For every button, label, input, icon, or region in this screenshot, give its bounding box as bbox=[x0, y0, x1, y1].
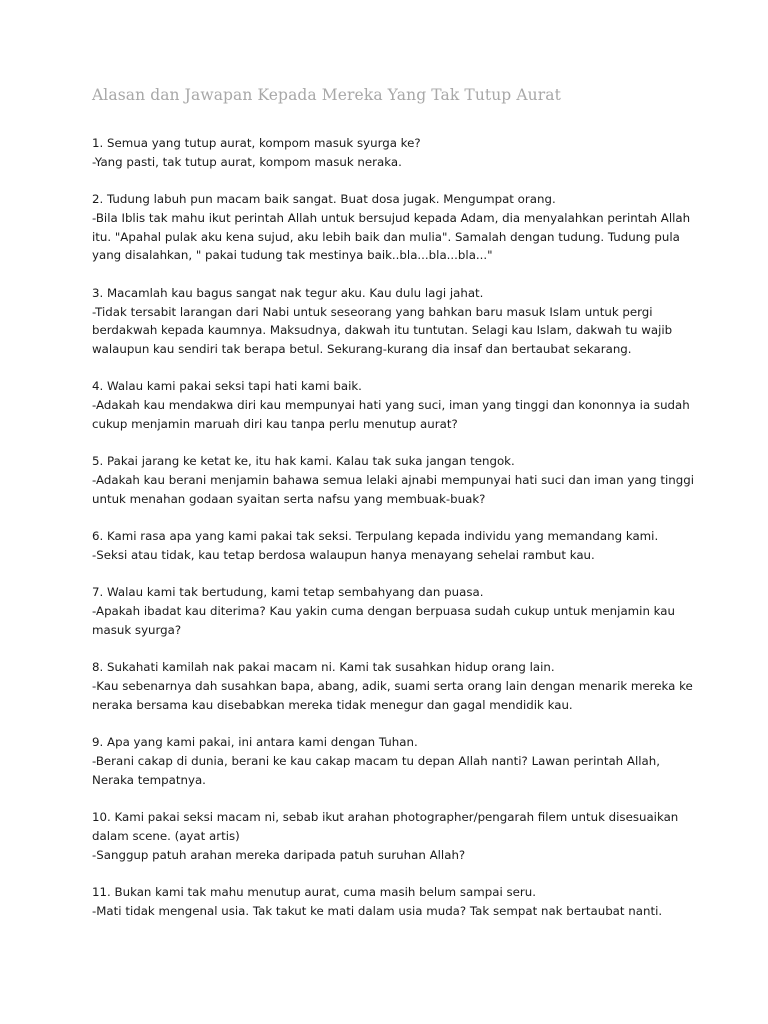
qa-answer-line: -Berani cakap di dunia, berani ke kau cakap macam tu depan Allah nanti? Lawan perintah Allah, bbox=[92, 753, 660, 768]
qa-answer-line: -Adakah kau berani menjamin bahawa semua lelaki ajnabi mempunyai hati suci dan iman yang tinggi bbox=[92, 473, 694, 488]
qa-item bbox=[92, 452, 692, 508]
qa-question-line: 4. Walau kami pakai seksi tapi hati kami baik. bbox=[92, 379, 362, 394]
qa-list bbox=[92, 134, 692, 939]
qa-answer-line: masuk syurga? bbox=[92, 622, 182, 637]
qa-answer-line: untuk menahan godaan syaitan serta nafsu yang membuak-buak? bbox=[92, 491, 486, 506]
qa-question-line: 1. Semua yang tutup aurat, kompom masuk syurga ke? bbox=[92, 136, 421, 150]
qa-answer-line: walaupun kau sendiri tak berapa betul. Sekurang-kurang dia insaf dan bertaubat sekarang. bbox=[92, 342, 632, 357]
qa-item bbox=[92, 134, 692, 172]
qa-item bbox=[92, 190, 692, 265]
qa-question-line: 2. Tudung labuh pun macam baik sangat. Buat dosa jugak. Mengumpat orang. bbox=[92, 192, 556, 207]
qa-question-line: 8. Sukahati kamilah nak pakai macam ni. Kami tak susahkan hidup orang lain. bbox=[92, 660, 555, 675]
qa-answer-line: -Mati tidak mengenal usia. Tak takut ke mati dalam usia muda? Tak sempat nak bertaubat nanti. bbox=[92, 903, 663, 918]
qa-answer-line: neraka bersama kau disebabkan mereka tidak menegur dan gagal mendidik kau. bbox=[92, 697, 573, 712]
document-title: Alasan dan Jawapan Kepada Mereka Yang Tak Tutup Aurat bbox=[92, 86, 561, 104]
qa-answer-line: -Tidak tersabit larangan dari Nabi untuk seseorang yang bahkan baru masuk Islam untuk pergi bbox=[92, 304, 653, 319]
qa-question-line: 5. Pakai jarang ke ketat ke, itu hak kami. Kalau tak suka jangan tengok. bbox=[92, 454, 515, 469]
qa-answer-line: -Sanggup patuh arahan mereka daripada patuh suruhan Allah? bbox=[92, 847, 466, 862]
qa-answer-line: -Adakah kau mendakwa diri kau mempunyai hati yang suci, iman yang tinggi dan kononnya ia sudah bbox=[92, 398, 690, 413]
qa-item bbox=[92, 883, 692, 921]
qa-question-line: 6. Kami rasa apa yang kami pakai tak seksi. Terpulang kepada individu yang memandang kami. bbox=[92, 529, 659, 544]
qa-question-line: 7. Walau kami tak bertudung, kami tetap sembahyang dan puasa. bbox=[92, 585, 484, 600]
qa-answer-line: yang disalahkan, " pakai tudung tak mestinya baik..bla...bla...bla..." bbox=[92, 248, 493, 263]
qa-answer-line: Neraka tempatnya. bbox=[92, 772, 206, 787]
qa-answer-line: -Seksi atau tidak, kau tetap berdosa walaupun hanya menayang sehelai rambut kau. bbox=[92, 548, 595, 563]
qa-answer-line: berdakwah kepada kaumnya. Maksudnya, dakwah itu tuntutan. Selagi kau Islam, dakwah tu wajib bbox=[92, 323, 673, 338]
qa-item bbox=[92, 527, 692, 565]
qa-item bbox=[92, 284, 692, 359]
qa-answer-line: cukup menjamin maruah diri kau tanpa perlu menutup aurat? bbox=[92, 417, 458, 432]
qa-answer-line: dalam scene. (ayat artis) bbox=[92, 828, 240, 843]
qa-answer-line: itu. "Apahal pulak aku kena sujud, aku lebih baik dan mulia". Samalah dengan tudung. Tudung pula bbox=[92, 229, 680, 244]
qa-answer-line: -Yang pasti, tak tutup aurat, kompom masuk neraka. bbox=[92, 154, 402, 169]
qa-question-line: 10. Kami pakai seksi macam ni, sebab ikut arahan photographer/pengarah filem untuk disesuaikan bbox=[92, 810, 679, 825]
qa-item bbox=[92, 583, 692, 639]
qa-question-line: 9. Apa yang kami pakai, ini antara kami dengan Tuhan. bbox=[92, 735, 418, 750]
qa-item bbox=[92, 733, 692, 789]
qa-item bbox=[92, 658, 692, 714]
qa-answer-line: -Bila Iblis tak mahu ikut perintah Allah untuk bersujud kepada Adam, dia menyalahkan perintah Allah bbox=[92, 210, 691, 225]
qa-answer-line: -Apakah ibadat kau diterima? Kau yakin cuma dengan berpuasa sudah cukup untuk menjamin kau bbox=[92, 604, 675, 619]
qa-question-line: 3. Macamlah kau bagus sangat nak tegur aku. Kau dulu lagi jahat. bbox=[92, 285, 484, 300]
qa-answer-line: -Kau sebenarnya dah susahkan bapa, abang, adik, suami serta orang lain dengan menarik mereka ke bbox=[92, 679, 693, 694]
qa-item bbox=[92, 377, 692, 433]
qa-question-line: 11. Bukan kami tak mahu menutup aurat, cuma masih belum sampai seru. bbox=[92, 884, 536, 899]
qa-item bbox=[92, 808, 692, 864]
